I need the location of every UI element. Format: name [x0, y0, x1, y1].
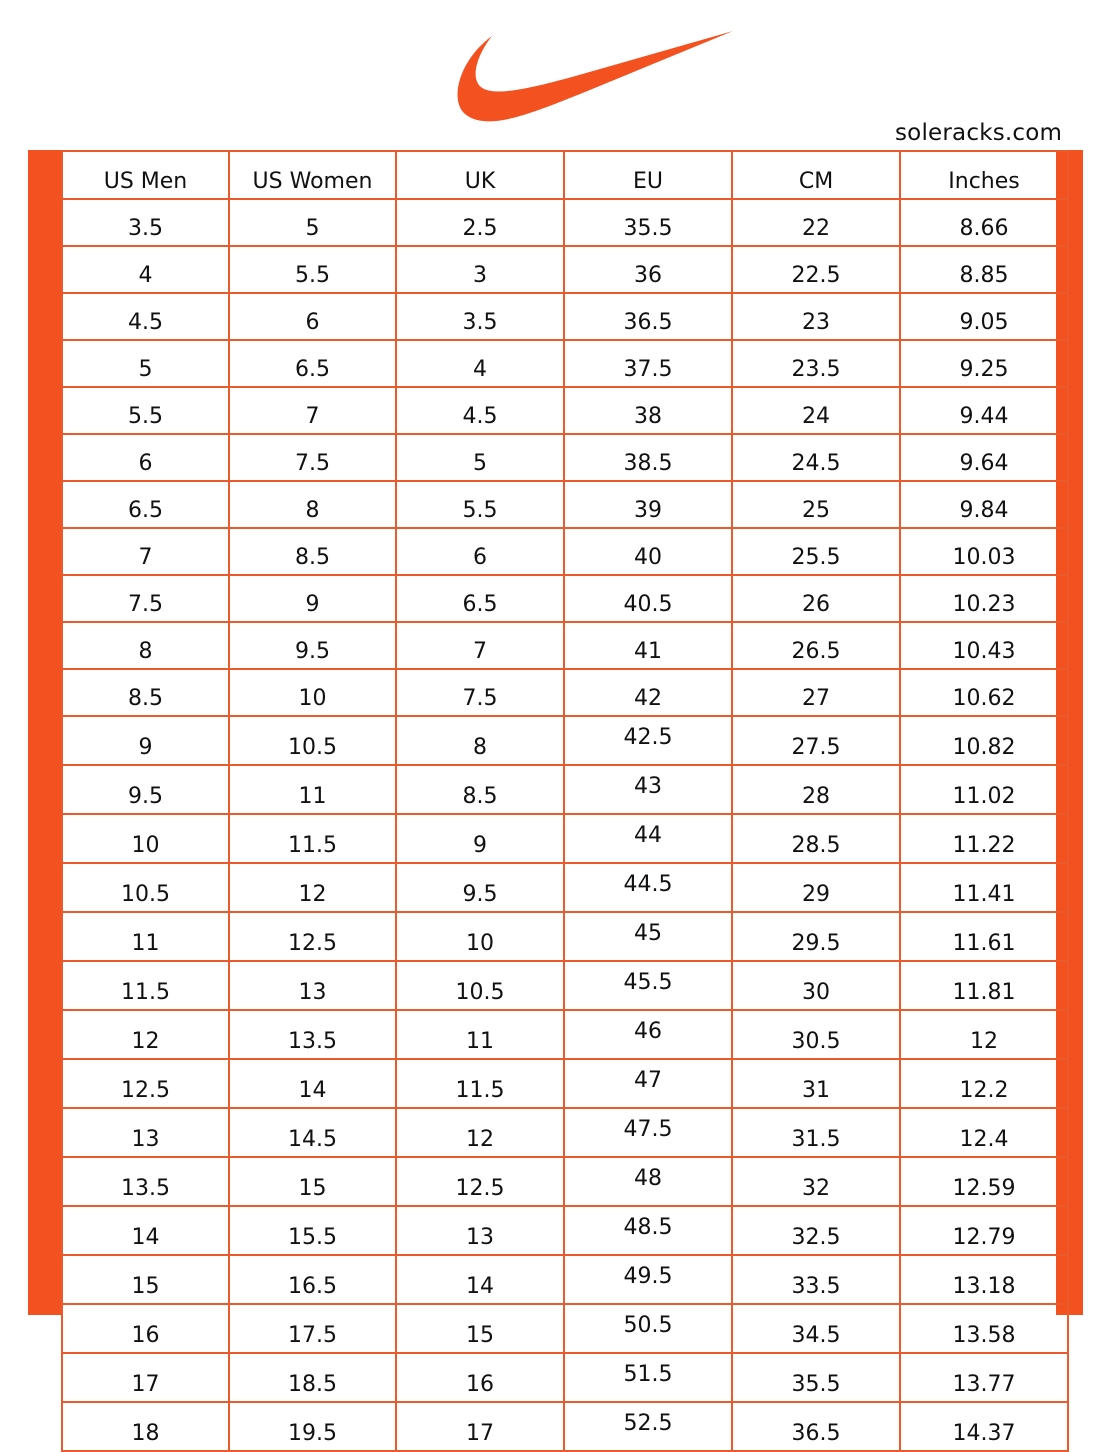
cell-cm: 28.5 — [732, 814, 900, 863]
cell-inches: 11.02 — [900, 765, 1068, 814]
cell-inches: 10.03 — [900, 528, 1068, 575]
cell-inches: 13.18 — [900, 1255, 1068, 1304]
cell-us-women: 8 — [229, 481, 396, 528]
cell-eu: 49.5 — [564, 1255, 732, 1304]
cell-cm: 28 — [732, 765, 900, 814]
cell-us-men: 16 — [62, 1304, 229, 1353]
cell-us-men: 10.5 — [62, 863, 229, 912]
cell-eu: 47.5 — [564, 1108, 732, 1157]
cell-cm: 27 — [732, 669, 900, 716]
table-row — [62, 434, 1068, 481]
cell-inches: 14.37 — [900, 1402, 1068, 1451]
cell-inches: 8.85 — [900, 246, 1068, 293]
cell-uk: 15 — [396, 1304, 564, 1353]
cell-us-women: 11.5 — [229, 814, 396, 863]
cell-uk: 14 — [396, 1255, 564, 1304]
cell-eu: 40 — [564, 528, 732, 575]
cell-us-women: 13.5 — [229, 1010, 396, 1059]
cell-inches: 12.4 — [900, 1108, 1068, 1157]
cell-cm: 33.5 — [732, 1255, 900, 1304]
cell-inches: 13.58 — [900, 1304, 1068, 1353]
cell-cm: 25 — [732, 481, 900, 528]
cell-eu: 52.5 — [564, 1402, 732, 1451]
cell-inches: 12.2 — [900, 1059, 1068, 1108]
cell-uk: 6.5 — [396, 575, 564, 622]
cell-us-women: 17.5 — [229, 1304, 396, 1353]
header-us-women: US Women — [229, 151, 396, 199]
cell-us-women: 16.5 — [229, 1255, 396, 1304]
cell-us-men: 6 — [62, 434, 229, 481]
cell-uk: 16 — [396, 1353, 564, 1402]
cell-eu: 45.5 — [564, 961, 732, 1010]
cell-uk: 10 — [396, 912, 564, 961]
cell-uk: 4.5 — [396, 387, 564, 434]
cell-us-men: 5 — [62, 340, 229, 387]
cell-us-women: 14 — [229, 1059, 396, 1108]
header-eu: EU — [564, 151, 732, 199]
cell-eu: 36.5 — [564, 293, 732, 340]
cell-cm: 22.5 — [732, 246, 900, 293]
cell-us-women: 8.5 — [229, 528, 396, 575]
table-row — [62, 1353, 1068, 1402]
cell-eu: 47 — [564, 1059, 732, 1108]
cell-us-women: 19.5 — [229, 1402, 396, 1451]
cell-uk: 4 — [396, 340, 564, 387]
cell-uk: 6 — [396, 528, 564, 575]
cell-us-women: 9 — [229, 575, 396, 622]
cell-us-men: 3.5 — [62, 199, 229, 246]
cell-uk: 5 — [396, 434, 564, 481]
cell-us-women: 7 — [229, 387, 396, 434]
table-row — [62, 863, 1068, 912]
cell-inches: 11.22 — [900, 814, 1068, 863]
cell-cm: 23 — [732, 293, 900, 340]
cell-inches: 10.43 — [900, 622, 1068, 669]
cell-cm: 29 — [732, 863, 900, 912]
cell-us-men: 10 — [62, 814, 229, 863]
header-uk: UK — [396, 151, 564, 199]
cell-inches: 9.64 — [900, 434, 1068, 481]
cell-uk: 3.5 — [396, 293, 564, 340]
cell-eu: 38.5 — [564, 434, 732, 481]
table-row — [62, 765, 1068, 814]
table-row — [62, 1108, 1068, 1157]
table-row — [62, 716, 1068, 765]
cell-uk: 13 — [396, 1206, 564, 1255]
table-row — [62, 575, 1068, 622]
cell-eu: 50.5 — [564, 1304, 732, 1353]
cell-us-men: 12.5 — [62, 1059, 229, 1108]
cell-us-men: 13.5 — [62, 1157, 229, 1206]
cell-cm: 29.5 — [732, 912, 900, 961]
cell-eu: 51.5 — [564, 1353, 732, 1402]
cell-uk: 10.5 — [396, 961, 564, 1010]
cell-inches: 10.62 — [900, 669, 1068, 716]
cell-uk: 8.5 — [396, 765, 564, 814]
cell-uk: 3 — [396, 246, 564, 293]
cell-us-men: 8.5 — [62, 669, 229, 716]
cell-cm: 32 — [732, 1157, 900, 1206]
header-cm: CM — [732, 151, 900, 199]
cell-uk: 5.5 — [396, 481, 564, 528]
swoosh-logo-icon — [455, 28, 735, 128]
table-row — [62, 912, 1068, 961]
cell-us-men: 6.5 — [62, 481, 229, 528]
cell-cm: 26 — [732, 575, 900, 622]
cell-inches: 10.23 — [900, 575, 1068, 622]
cell-cm: 26.5 — [732, 622, 900, 669]
cell-inches: 9.44 — [900, 387, 1068, 434]
table-row — [62, 387, 1068, 434]
cell-cm: 24.5 — [732, 434, 900, 481]
table-row — [62, 669, 1068, 716]
cell-inches: 11.41 — [900, 863, 1068, 912]
cell-us-women: 6 — [229, 293, 396, 340]
table-row — [62, 1010, 1068, 1059]
cell-us-women: 10.5 — [229, 716, 396, 765]
cell-us-men: 7.5 — [62, 575, 229, 622]
cell-cm: 27.5 — [732, 716, 900, 765]
website-label: soleracks.com — [895, 120, 1063, 146]
cell-eu: 35.5 — [564, 199, 732, 246]
table-row — [62, 1304, 1068, 1353]
cell-us-women: 15 — [229, 1157, 396, 1206]
cell-us-women: 10 — [229, 669, 396, 716]
cell-cm: 25.5 — [732, 528, 900, 575]
cell-eu: 39 — [564, 481, 732, 528]
cell-eu: 36 — [564, 246, 732, 293]
cell-inches: 11.81 — [900, 961, 1068, 1010]
table-row — [62, 1255, 1068, 1304]
cell-us-men: 4 — [62, 246, 229, 293]
cell-cm: 36.5 — [732, 1402, 900, 1451]
table-row — [62, 1157, 1068, 1206]
cell-us-women: 5.5 — [229, 246, 396, 293]
cell-cm: 34.5 — [732, 1304, 900, 1353]
cell-us-women: 6.5 — [229, 340, 396, 387]
cell-uk: 11 — [396, 1010, 564, 1059]
table-row — [62, 199, 1068, 246]
cell-us-women: 13 — [229, 961, 396, 1010]
cell-us-men: 8 — [62, 622, 229, 669]
cell-cm: 31.5 — [732, 1108, 900, 1157]
cell-cm: 30 — [732, 961, 900, 1010]
cell-uk: 9 — [396, 814, 564, 863]
cell-eu: 42.5 — [564, 716, 732, 765]
cell-us-women: 15.5 — [229, 1206, 396, 1255]
cell-us-men: 11 — [62, 912, 229, 961]
cell-cm: 22 — [732, 199, 900, 246]
cell-uk: 7 — [396, 622, 564, 669]
cell-inches: 11.61 — [900, 912, 1068, 961]
table-row — [62, 622, 1068, 669]
cell-eu: 42 — [564, 669, 732, 716]
cell-uk: 2.5 — [396, 199, 564, 246]
cell-inches: 12 — [900, 1010, 1068, 1059]
table-row — [62, 340, 1068, 387]
table-row — [62, 1402, 1068, 1451]
cell-cm: 31 — [732, 1059, 900, 1108]
cell-eu: 48.5 — [564, 1206, 732, 1255]
cell-eu: 48 — [564, 1157, 732, 1206]
table-row — [62, 246, 1068, 293]
cell-us-men: 17 — [62, 1353, 229, 1402]
cell-eu: 40.5 — [564, 575, 732, 622]
table-row — [62, 961, 1068, 1010]
cell-cm: 24 — [732, 387, 900, 434]
cell-uk: 7.5 — [396, 669, 564, 716]
cell-eu: 44 — [564, 814, 732, 863]
cell-us-men: 7 — [62, 528, 229, 575]
cell-cm: 23.5 — [732, 340, 900, 387]
table-row — [62, 814, 1068, 863]
table-row — [62, 1206, 1068, 1255]
cell-eu: 43 — [564, 765, 732, 814]
table-row — [62, 528, 1068, 575]
cell-inches: 10.82 — [900, 716, 1068, 765]
cell-us-women: 12.5 — [229, 912, 396, 961]
table-row — [62, 293, 1068, 340]
cell-inches: 9.84 — [900, 481, 1068, 528]
cell-inches: 12.79 — [900, 1206, 1068, 1255]
cell-us-women: 14.5 — [229, 1108, 396, 1157]
cell-us-men: 5.5 — [62, 387, 229, 434]
cell-us-men: 18 — [62, 1402, 229, 1451]
header-us-men: US Men — [62, 151, 229, 199]
size-table — [61, 150, 1069, 1452]
cell-us-men: 12 — [62, 1010, 229, 1059]
cell-eu: 37.5 — [564, 340, 732, 387]
cell-cm: 30.5 — [732, 1010, 900, 1059]
cell-us-women: 18.5 — [229, 1353, 396, 1402]
header-inches: Inches — [900, 151, 1068, 199]
cell-us-men: 11.5 — [62, 961, 229, 1010]
cell-us-women: 12 — [229, 863, 396, 912]
cell-us-men: 9 — [62, 716, 229, 765]
cell-eu: 45 — [564, 912, 732, 961]
cell-us-women: 9.5 — [229, 622, 396, 669]
cell-us-men: 13 — [62, 1108, 229, 1157]
cell-eu: 44.5 — [564, 863, 732, 912]
cell-eu: 46 — [564, 1010, 732, 1059]
cell-inches: 8.66 — [900, 199, 1068, 246]
table-row — [62, 1059, 1068, 1108]
cell-cm: 35.5 — [732, 1353, 900, 1402]
cell-us-men: 9.5 — [62, 765, 229, 814]
cell-uk: 12.5 — [396, 1157, 564, 1206]
cell-us-men: 15 — [62, 1255, 229, 1304]
cell-uk: 12 — [396, 1108, 564, 1157]
cell-eu: 38 — [564, 387, 732, 434]
cell-inches: 12.59 — [900, 1157, 1068, 1206]
cell-uk: 8 — [396, 716, 564, 765]
cell-uk: 11.5 — [396, 1059, 564, 1108]
cell-uk: 17 — [396, 1402, 564, 1451]
cell-inches: 9.25 — [900, 340, 1068, 387]
cell-us-women: 7.5 — [229, 434, 396, 481]
size-chart — [61, 150, 1056, 1446]
cell-cm: 32.5 — [732, 1206, 900, 1255]
cell-us-women: 5 — [229, 199, 396, 246]
cell-uk: 9.5 — [396, 863, 564, 912]
cell-inches: 13.77 — [900, 1353, 1068, 1402]
cell-us-women: 11 — [229, 765, 396, 814]
table-row — [62, 481, 1068, 528]
cell-inches: 9.05 — [900, 293, 1068, 340]
cell-us-men: 4.5 — [62, 293, 229, 340]
cell-eu: 41 — [564, 622, 732, 669]
cell-us-men: 14 — [62, 1206, 229, 1255]
header-row — [62, 151, 1068, 199]
